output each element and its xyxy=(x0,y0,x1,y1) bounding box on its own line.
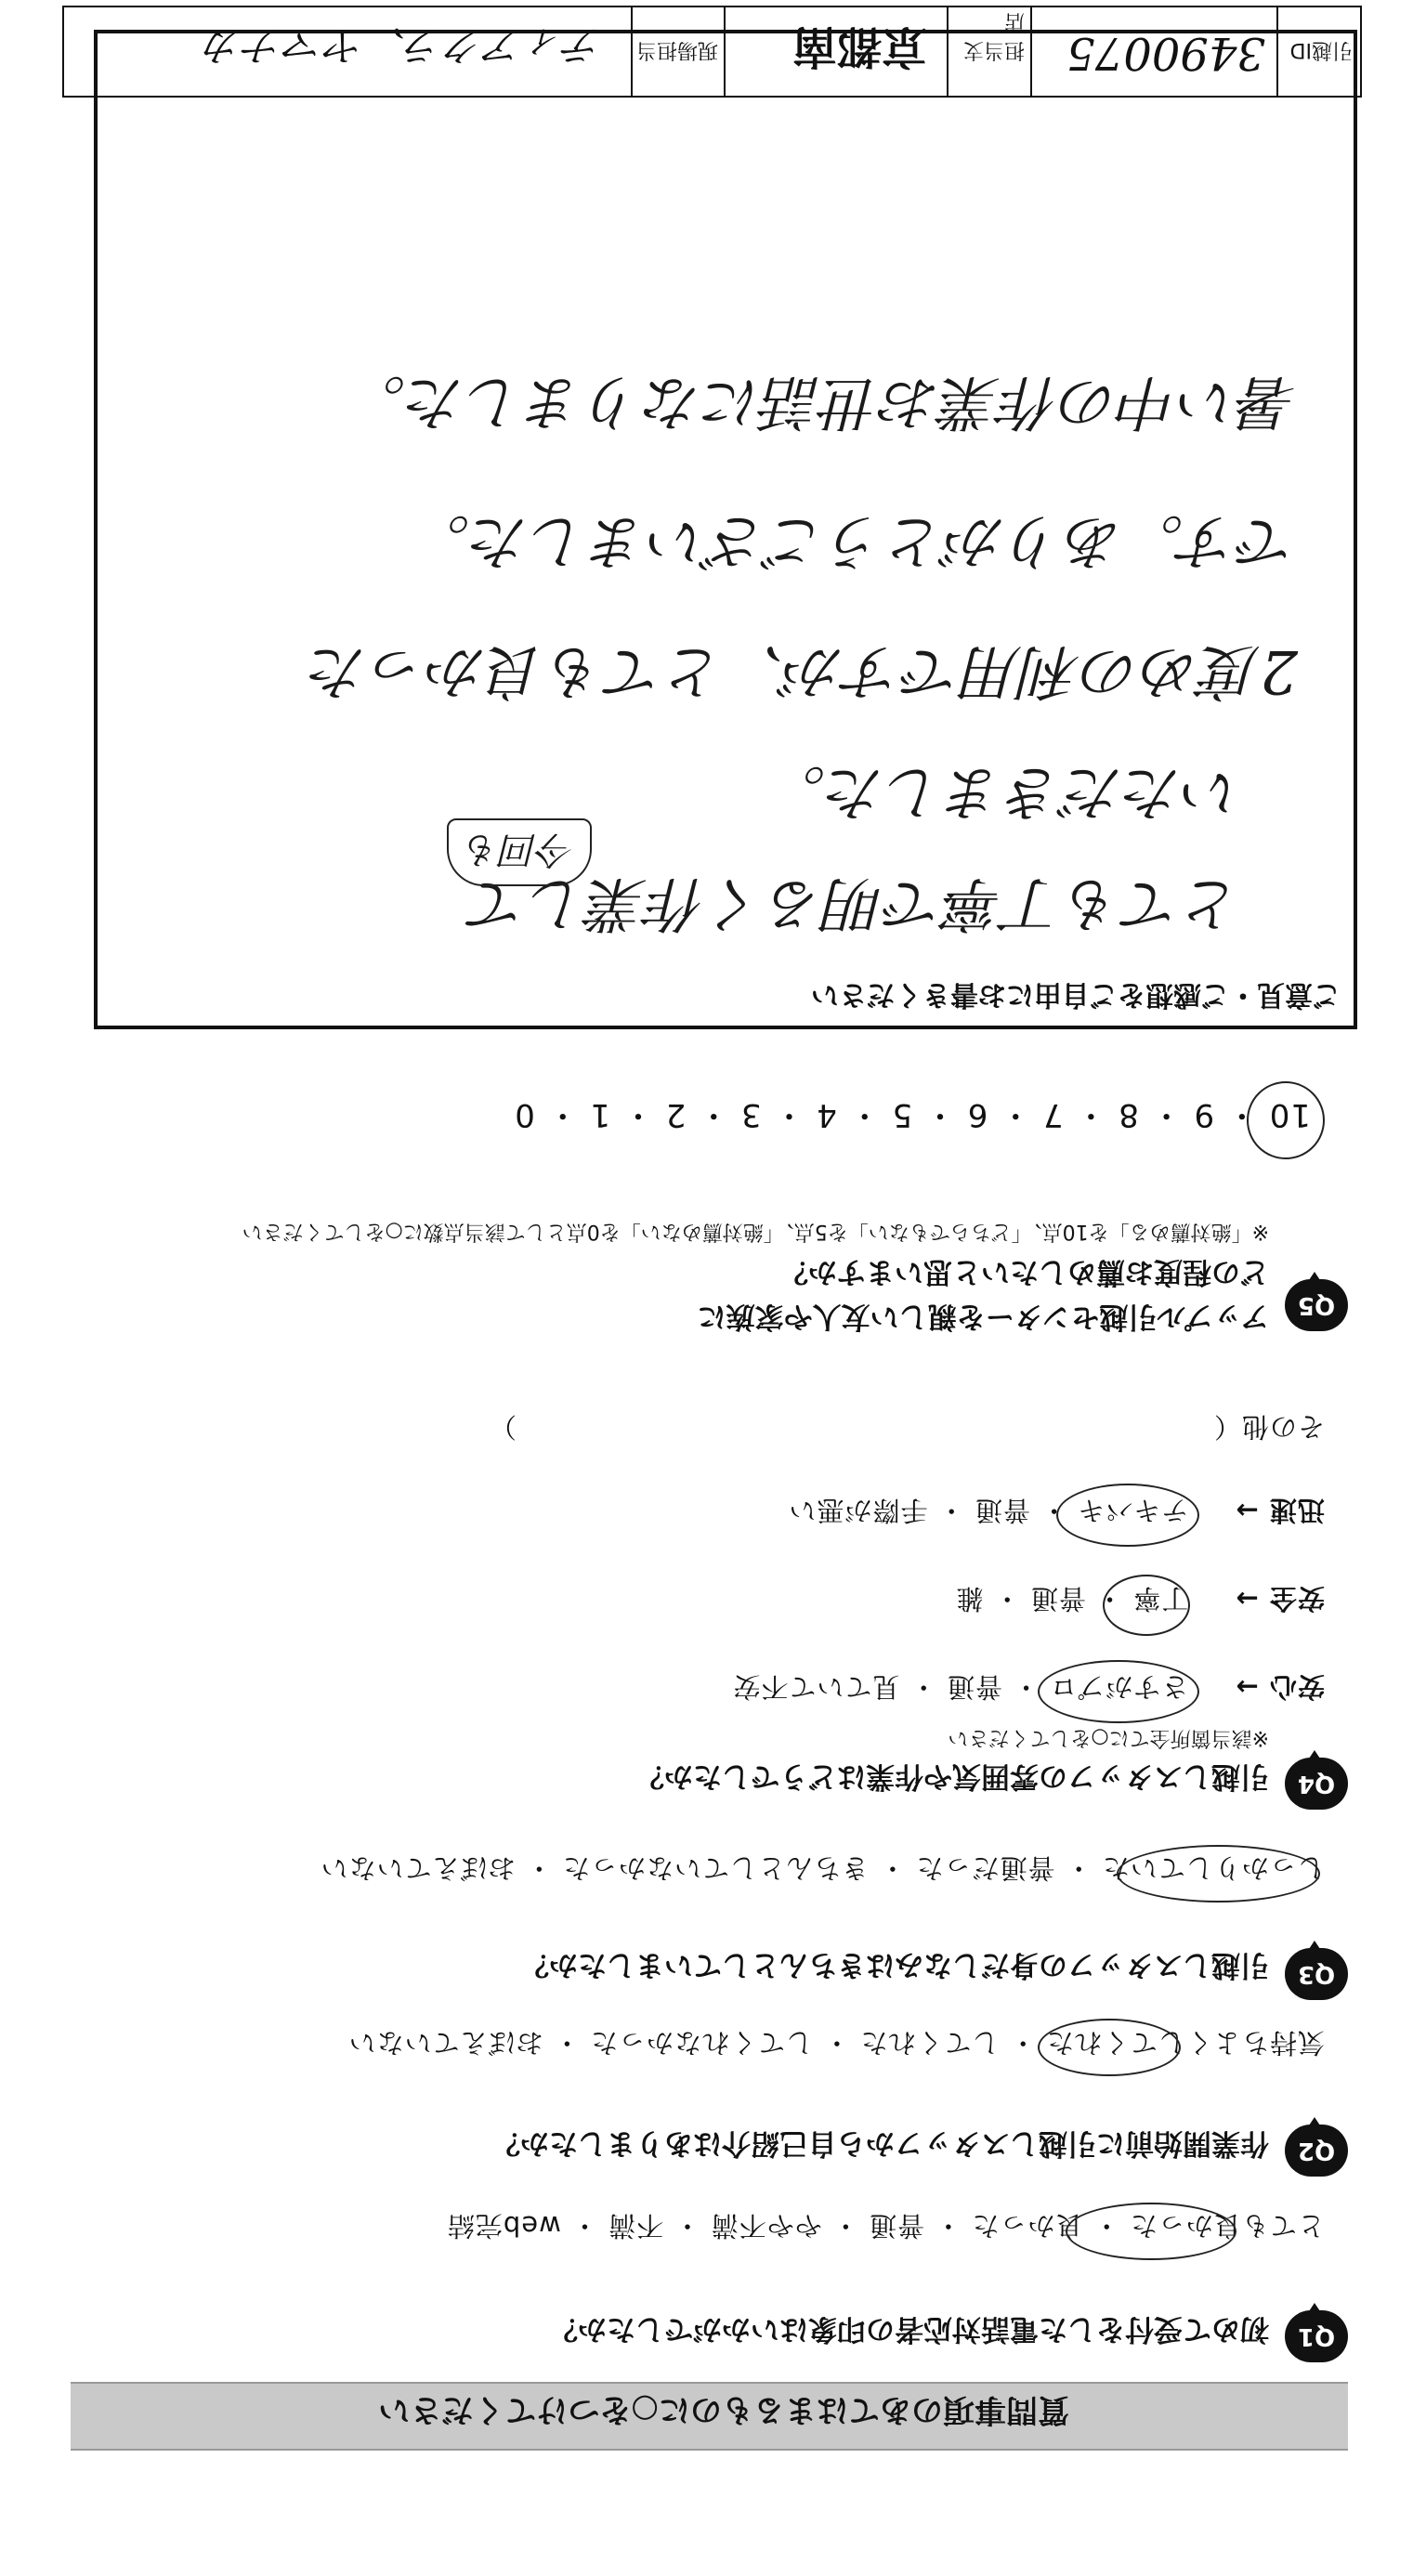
handwritten-line-3: 2度めの利用ですが、とても良かった xyxy=(308,636,1298,705)
q4-row-anzen-label: 安全 → xyxy=(1235,1583,1325,1615)
q5-badge: Q5 xyxy=(1285,1279,1348,1331)
q1-answer-circle xyxy=(1066,2203,1236,2260)
handwritten-annotation: 今回も xyxy=(447,818,592,886)
q4-badge: Q4 xyxy=(1285,1758,1348,1810)
leader-value-cell xyxy=(68,7,631,96)
branch-value-cell xyxy=(724,7,947,96)
q4-row-jinsoku-options: テキパキ ・ 普通 ・ 手際が悪い xyxy=(788,1495,1189,1526)
q5-question-line1: アップル引越センターを親しい友人や家族に xyxy=(697,1300,1269,1333)
id-label-cell xyxy=(1276,7,1360,96)
handwritten-line-1: とても丁寧で明るく作業して xyxy=(469,869,1242,937)
q1-question: 初めて受付をした電話対応者の印象はいかがでしたか？ xyxy=(549,2312,1269,2346)
handwritten-line-2: いただきました。 xyxy=(766,757,1242,826)
q2-question: 作業開始前に引越しスタッフから自己紹介はありましたか？ xyxy=(491,2126,1269,2160)
q4-anzen-circle xyxy=(1103,1575,1190,1636)
id-table xyxy=(62,6,1362,98)
q4-row-anshin-label: 安心 → xyxy=(1235,1671,1325,1703)
q2-answer-circle xyxy=(1038,2019,1181,2076)
instruction-text: 質問事項のあてはまるものに○をつけてください xyxy=(378,2391,1069,2428)
id-value: 3490075 xyxy=(1066,27,1265,79)
q5-question-line2: どの程度お薦めしたいと思いますか？ xyxy=(779,1255,1269,1288)
branch-label-cell xyxy=(947,7,1030,96)
q5-note: ※「絶対薦める」を10点、「どちらでもない」を5点、「絶対薦めない」を0点として該当点数に○をしてください xyxy=(242,1220,1269,1243)
q4-other: その他（ ） xyxy=(488,1411,1325,1443)
q4-jinsoku-circle xyxy=(1056,1484,1199,1547)
id-label: 引越ID xyxy=(1289,38,1353,61)
comment-box xyxy=(94,30,1357,1029)
branch-value: 京都南 xyxy=(792,20,926,72)
branch-label: 担当支店 xyxy=(962,9,1025,61)
q4-note: ※該当箇所全てに○をしてください xyxy=(948,1726,1269,1749)
q3-options: しっかりしていた ・ 普通だった ・ きちんとしていなかった ・ おぼえていない xyxy=(320,1852,1325,1884)
q2-options: 気持ちよくしてくれた ・ してくれた ・ してくれなかった ・ おぼえていない xyxy=(347,2027,1325,2059)
comment-title: ご意見・ご感想をご自由にお書きください xyxy=(811,978,1341,1011)
q3-badge: Q3 xyxy=(1285,1948,1348,2000)
leader-value: ティアクラ、ヤマナカ xyxy=(203,21,603,69)
leader-label: 現場担当 xyxy=(635,38,718,61)
q5-answer-circle xyxy=(1247,1081,1325,1159)
q2-badge: Q2 xyxy=(1285,2125,1348,2177)
id-value-cell xyxy=(1030,7,1276,96)
q4-row-anzen-options: 丁寧 ・ 普通 ・ 雑 xyxy=(955,1583,1189,1615)
q1-badge: Q1 xyxy=(1285,2310,1348,2362)
handwritten-line-5: 暑い中の作業お世話になりました。 xyxy=(347,367,1298,436)
instruction-band xyxy=(71,2382,1348,2451)
q4-row-anshin-options: さすがプロ ・ 普通 ・ 見ていて不安 xyxy=(732,1671,1189,1703)
q3-question: 引越しスタッフの身だしなみはきちんとしていましたか？ xyxy=(520,1948,1269,1981)
q4-question: 引越しスタッフの雰囲気や作業はどうでしたか？ xyxy=(635,1759,1269,1793)
q1-options: とても良かった ・ 良かった ・ 普通 ・ やや不満 ・ 不満 ・ web完結 xyxy=(446,2210,1325,2242)
q4-row-anshin xyxy=(733,1669,1326,1707)
handwritten-line-4: です。ありがとうございました。 xyxy=(411,506,1298,575)
leader-label-cell xyxy=(631,7,724,96)
q4-row-jinsoku-label: 迅速 → xyxy=(1235,1495,1325,1526)
q5-scale: 10 ・ 9 ・ 8 ・ 7 ・ 6 ・ 5 ・ 4 ・ 3 ・ 2 ・ 1 ・ 0 xyxy=(514,1096,1311,1133)
q3-answer-circle xyxy=(1117,1845,1320,1903)
q4-anshin-circle xyxy=(1038,1660,1199,1723)
